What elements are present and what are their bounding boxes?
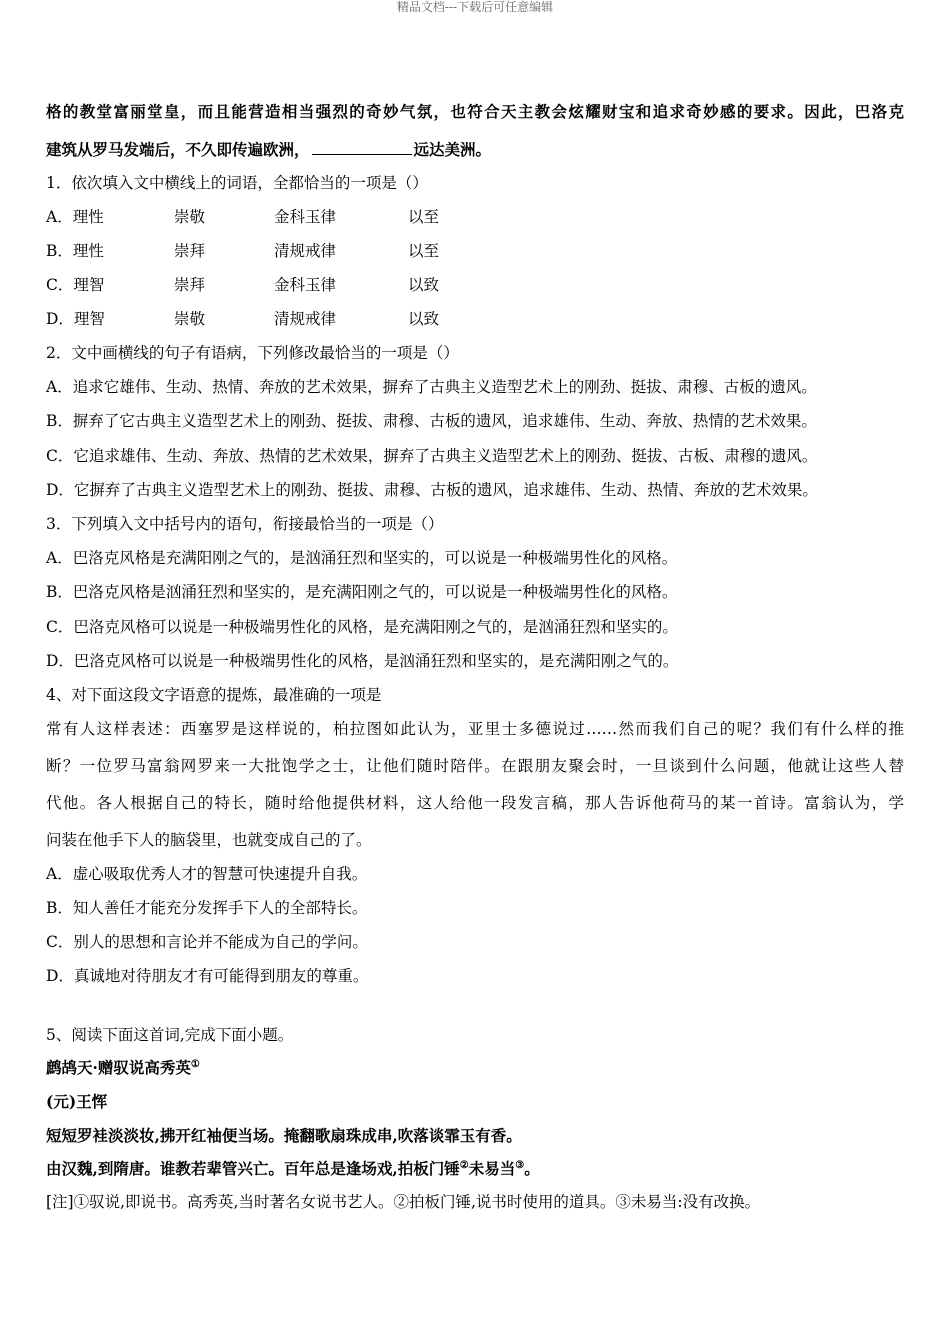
q1-option-word-3: 以至 (408, 208, 440, 226)
page-header: 精品文档---下载后可任意编辑 (396, 0, 554, 14)
poem-title-text: 鹧鸪天·赠驭说高秀英 (46, 1058, 191, 1077)
q1-option-word-1: 崇拜 (174, 242, 206, 260)
q1-option-word-3: 以至 (408, 242, 440, 260)
q4-option-d: D．真诚地对待朋友才有可能得到朋友的尊重。 (46, 967, 369, 985)
q5-stem: 5、阅读下面这首词,完成下面小题。 (46, 1026, 294, 1044)
footnote-mark-2: ② (459, 1159, 469, 1171)
q1-option-word-2: 金科玉律 (274, 208, 337, 226)
poem-verse-1: 短短罗袿淡淡妆,拂开红袖便当场。掩翻歌扇珠成串,吹落谈霏玉有香。 (46, 1126, 522, 1145)
q2-option-d: D．它摒弃了古典主义造型艺术上的刚劲、挺拔、肃穆、古板的遗风，追求雄伟、生动、热情、奔放的艺术效果。 (46, 481, 818, 499)
q4-stem: 4、对下面这段文字语意的提炼，最准确的一项是 (46, 686, 382, 704)
q1-option-word-3: 以致 (408, 276, 440, 294)
q1-option-word-2: 清规戒律 (274, 242, 337, 260)
poem-verse-2-part-c: 。 (524, 1159, 540, 1178)
q1-option-label: B．理性 (46, 242, 104, 260)
q1-option-word-1: 崇敬 (174, 208, 206, 226)
q1-option-c (46, 275, 904, 295)
q1-option-word-2: 金科玉律 (274, 276, 337, 294)
poem-title (46, 1058, 904, 1078)
q1-option-word-3: 以致 (408, 310, 440, 328)
poem-verse-2-part-a: 由汉魏,到隋唐。谁教若辈管兴亡。百年总是逢场戏,拍板门锤 (46, 1159, 460, 1178)
q4-option-b: B．知人善任才能充分发挥手下人的全部特长。 (46, 899, 368, 917)
q3-option-c: C．巴洛克风格可以说是一种极端男性化的风格，是充满阳刚之气的，是汹涌狂烈和坚实的。 (46, 618, 678, 636)
q1-option-label: A．理性 (46, 208, 104, 226)
intro-line-2-after: 远达美洲。 (413, 140, 492, 159)
q1-option-label: D．理智 (46, 310, 105, 328)
q2-option-c: C．它追求雄伟、生动、奔放、热情的艺术效果，摒弃了古典主义造型艺术上的刚劲、挺拔、古板、肃穆的遗风。 (46, 447, 818, 465)
poem-verse-2 (46, 1159, 904, 1179)
q3-stem: 3．下列填入文中括号内的语句，衔接最恰当的一项是（） (46, 515, 444, 533)
footnote-mark-3: ③ (515, 1159, 525, 1171)
q1-option-label: C．理智 (46, 276, 105, 294)
q4-option-a: A．虚心吸取优秀人才的智慧可快速提升自我。 (46, 865, 368, 883)
q1-stem: 1．依次填入文中横线上的词语，全都恰当的一项是（） (46, 174, 428, 192)
q3-option-a: A．巴洛克风格是充满阳刚之气的，是汹涌狂烈和坚实的，可以说是一种极端男性化的风格。 (46, 549, 678, 567)
intro-line-2 (46, 140, 904, 160)
intro-line-1: 格的教堂富丽堂皇，而且能营造相当强烈的奇妙气氛，也符合天主教会炫耀财宝和追求奇妙感的要求。因此，巴洛克 (46, 102, 904, 121)
q1-option-d (46, 309, 904, 329)
q4-option-c: C．别人的思想和言论并不能成为自己的学问。 (46, 933, 368, 951)
q3-option-b: B．巴洛克风格是汹涌狂烈和坚实的，是充满阳刚之气的，可以说是一种极端男性化的风格。 (46, 583, 678, 601)
q2-option-a: A．追求它雄伟、生动、热情、奔放的艺术效果，摒弃了古典主义造型艺术上的刚劲、挺拔、肃穆、古板的遗风。 (46, 378, 817, 396)
q1-option-word-1: 崇拜 (174, 276, 206, 294)
q1-option-word-1: 崇敬 (174, 310, 206, 328)
q4-passage-line: 断？一位罗马富翁网罗来一大批饱学之士，让他们随时陪伴。在跟朋友聚会时，一旦谈到什么问题，他就让这些人替 (46, 757, 904, 775)
q4-passage-line: 代他。各人根据自己的特长，随时给他提供材料，这人给他一段发言稿，那人告诉他荷马的某一首诗。富翁认为，学 (46, 794, 904, 812)
fill-blank (312, 142, 412, 155)
q3-option-d: D．巴洛克风格可以说是一种极端男性化的风格，是汹涌狂烈和坚实的，是充满阳刚之气的。 (46, 652, 679, 670)
q4-passage-line: 常有人这样表述：西塞罗是这样说的，柏拉图如此认为，亚里士多德说过……然而我们自己的呢？我们有什么样的推 (46, 720, 904, 738)
poem-author: (元)王恽 (46, 1092, 108, 1111)
poem-title-footnote-mark: ① (190, 1058, 200, 1070)
poem-notes: [注]①驭说,即说书。高秀英,当时著名女说书艺人。②拍板门锤,说书时使用的道具。③未易当:没有改换。 (46, 1193, 761, 1211)
q2-option-b: B．摒弃了它古典主义造型艺术上的刚劲、挺拔、肃穆、古板的遗风，追求雄伟、生动、奔放、热情的艺术效果。 (46, 412, 817, 430)
intro-line-2-before: 建筑从罗马发端后，不久即传遍欧洲， (46, 140, 310, 159)
q2-stem: 2．文中画横线的句子有语病，下列修改最恰当的一项是（） (46, 344, 459, 362)
q4-passage-line: 问装在他手下人的脑袋里，也就变成自己的了。 (46, 831, 372, 849)
q1-option-a (46, 207, 904, 227)
q1-option-word-2: 清规戒律 (274, 310, 337, 328)
q1-option-b (46, 241, 904, 261)
poem-verse-2-part-b: 未易当 (468, 1159, 516, 1178)
